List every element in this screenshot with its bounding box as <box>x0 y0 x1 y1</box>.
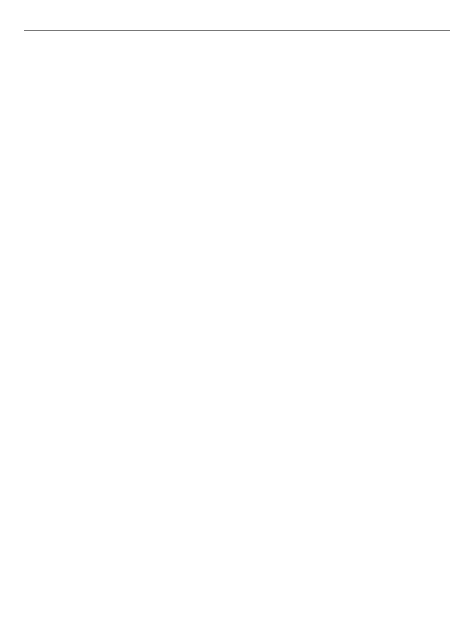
header-divider <box>24 30 450 31</box>
running-head <box>24 20 450 30</box>
figure-3 <box>56 56 458 431</box>
body-left-column <box>24 484 228 494</box>
